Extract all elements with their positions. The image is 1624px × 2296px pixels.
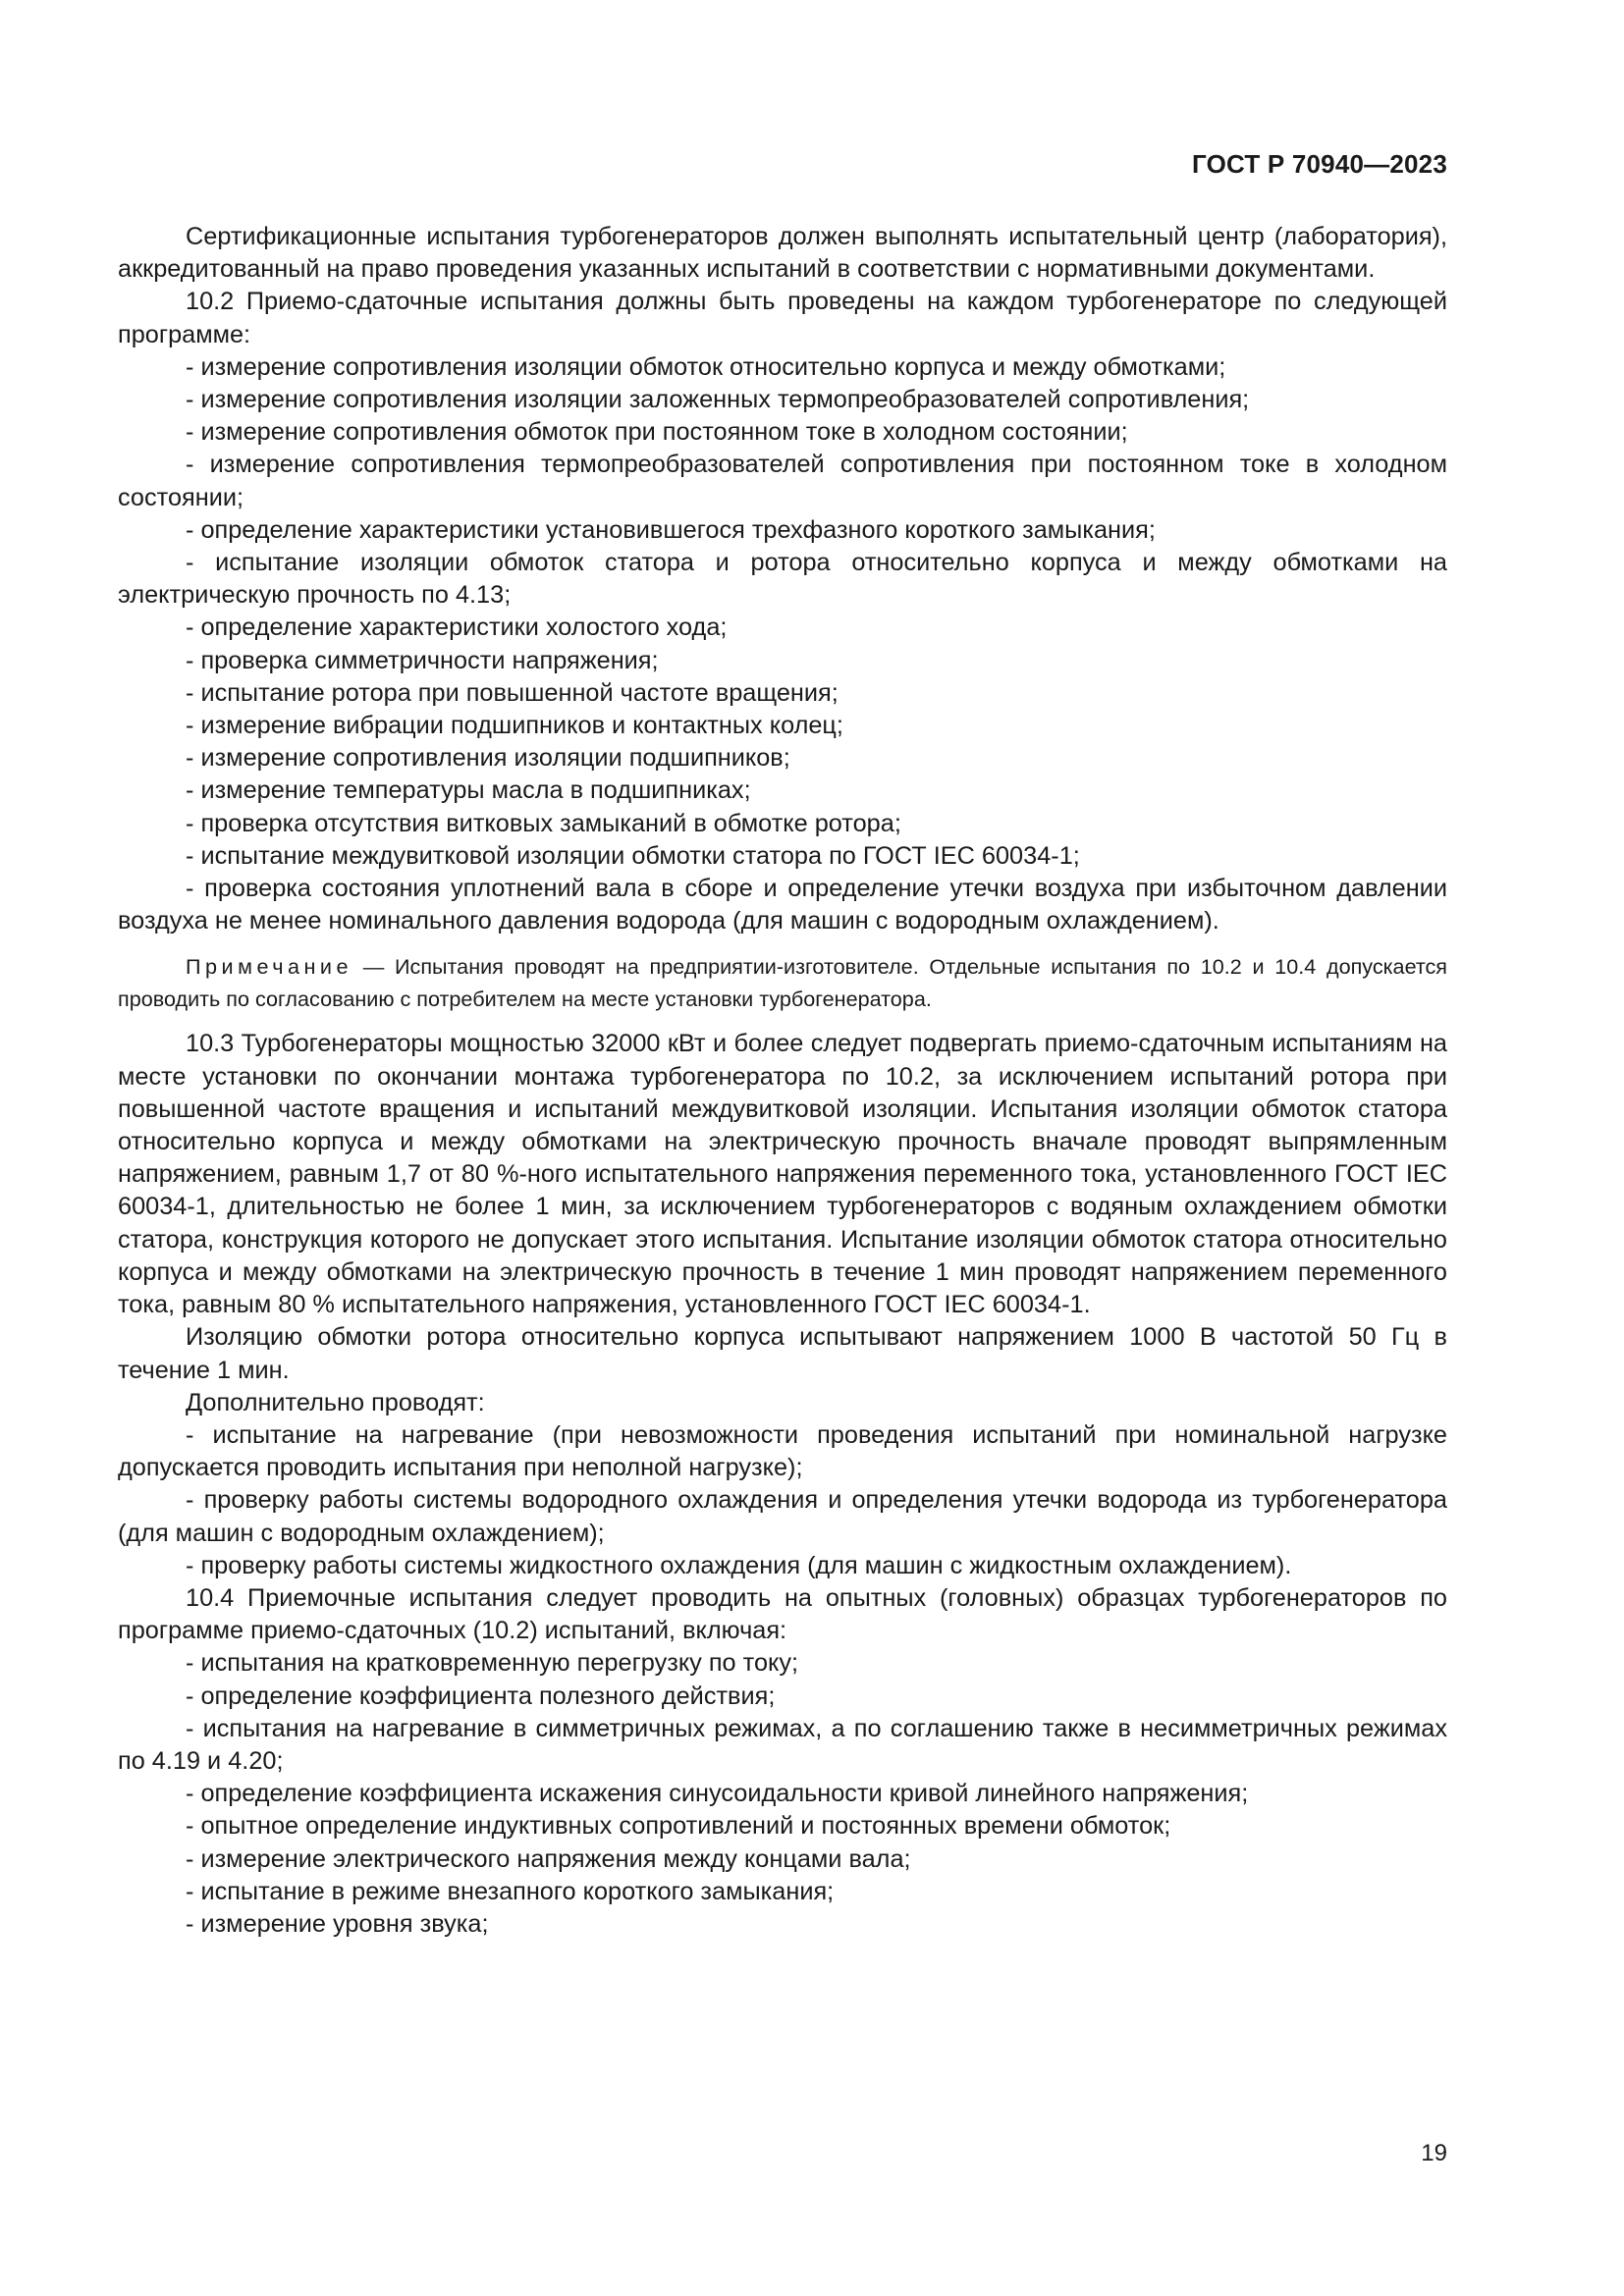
paragraph: Сертификационные испытания турбогенераторов должен выполнять испытательный центр (лаборатория), аккредитованный на право проведения указанных испытаний в соответствии с нормативными документами. (118, 223, 1447, 284)
page-number: 19 (1421, 2140, 1447, 2166)
note-dash: — (352, 954, 395, 980)
list-item: - испытание на нагревание (при невозможности проведения испытаний при номинальной нагрузке допускается проводить испытания при неполной нагрузке); (118, 1420, 1447, 1482)
list-item: - испытание междувитковой изоляции обмотки статора по ГОСТ IEC 60034-1; (186, 841, 1080, 870)
list-item: - измерение сопротивления обмоток при постоянном токе в холодном состоянии; (186, 418, 1128, 447)
paragraph: Дополнительно проводят: (186, 1388, 485, 1416)
list-item: - проверка симметричности напряжения; (186, 646, 659, 674)
list-item: - определение коэффициента полезного действия; (186, 1682, 776, 1710)
list-item: - измерение электрического напряжения между концами вала; (186, 1844, 911, 1873)
paragraph: 10.2 Приемо-сдаточные испытания должны быть проведены на каждом турбогенераторе по следующей программе: (118, 288, 1447, 348)
note-text: Испытания проводят на предприятии-изготовителе. Отдельные испытания по 10.2 и 10.4 допускается проводить по согласованию с потребителем на месте установки турбогенератора. (118, 954, 1447, 1012)
list-item: - проверку работы системы водородного охлаждения и определения утечки водорода из турбогенератора (для машин с водородным охлаждением); (118, 1486, 1447, 1547)
list-item: - определение характеристики установившегося трехфазного короткого замыкания; (186, 515, 1156, 544)
list-item: - измерение уровня звука; (186, 1909, 489, 1938)
paragraph: 10.4 Приемочные испытания следует проводить на опытных (головных) образцах турбогенераторов по программе приемо-сдаточных (10.2) испытаний, включая: (118, 1583, 1447, 1645)
list-item: - испытания на кратковременную перегрузку по току; (186, 1649, 799, 1678)
list-item: - проверка отсутствия витковых замыканий в обмотке ротора; (186, 809, 901, 837)
note-label: Примечание (186, 954, 352, 980)
list-item: - испытание в режиме внезапного короткого замыкания; (186, 1877, 835, 1905)
paragraph: Изоляцию обмотки ротора относительно корпуса испытывают напряжением 1000 В частотой 50 Гц в течение 1 мин. (118, 1323, 1447, 1384)
list-item: - измерение сопротивления термопреобразователей сопротивления при постоянном токе в холодном состоянии; (118, 451, 1447, 511)
paragraph: 10.3 Турбогенераторы мощностью 32000 кВт и более следует подвергать приемо-сдаточным испытаниям на месте установки по окончании монтажа турбогенератора по 10.2, за исключением испытаний ротора при повышенной частоте вращения и испытаний междувитковой изоляции. Испытания изоляции обмоток статора относительно корпуса и между обмотками на электрическую прочность вначале проводят выпрямленным напряжением, равным 1,7 от 80 %-ного испытательного напряжения переменного тока, установленного ГОСТ IEC 60034-1, длительностью не более 1 мин, за исключением турбогенераторов с водяным охлаждением обмотки статора, конструкция которого не допускает этого испытания. Испытание изоляции обмоток статора относительно корпуса и между обмотками на электрическую прочность в течение 1 мин проводят напряжением переменного тока, равным 80 % испытательного напряжения, установленного ГОСТ IEC 60034-1. (118, 1030, 1447, 1319)
list-item: - измерение вибрации подшипников и контактных колец; (186, 712, 843, 740)
list-item: - определение характеристики холостого хода; (186, 614, 728, 642)
list-item: - определение коэффициента искажения синусоидальности кривой линейного напряжения; (186, 1780, 1249, 1808)
list-item: - испытания на нагревание в симметричных режимах, а по соглашению также в несимметричных режимах по 4.19 и 4.20; (118, 1714, 1447, 1775)
list-item: - измерение температуры масла в подшипниках; (186, 776, 751, 805)
list-item: - измерение сопротивления изоляции заложенных термопреобразователей сопротивления; (186, 386, 1250, 414)
document-body (118, 221, 1447, 1941)
list-item: - опытное определение индуктивных сопротивлений и постоянных времени обмоток; (186, 1812, 1171, 1841)
document-code-header: ГОСТ Р 70940—2023 (1192, 149, 1447, 179)
list-item: - испытание ротора при повышенной частоте вращения; (186, 678, 839, 707)
list-item: - проверка состояния уплотнений вала в сборе и определение утечки воздуха при избыточном давлении воздуха не менее номинального давления водорода (для машин с водородным охлаждением). (118, 875, 1447, 935)
list-item: - испытание изоляции обмоток статора и ротора относительно корпуса и между обмотками на электрическую прочность по 4.13; (118, 549, 1447, 610)
list-item: - проверку работы системы жидкостного охлаждения (для машин с жидкостным охлаждением). (186, 1551, 1292, 1579)
list-item: - измерение сопротивления изоляции обмоток относительно корпуса и между обмотками; (186, 352, 1226, 381)
note (118, 950, 1447, 1015)
list-item: - измерение сопротивления изоляции подшипников; (186, 744, 790, 773)
